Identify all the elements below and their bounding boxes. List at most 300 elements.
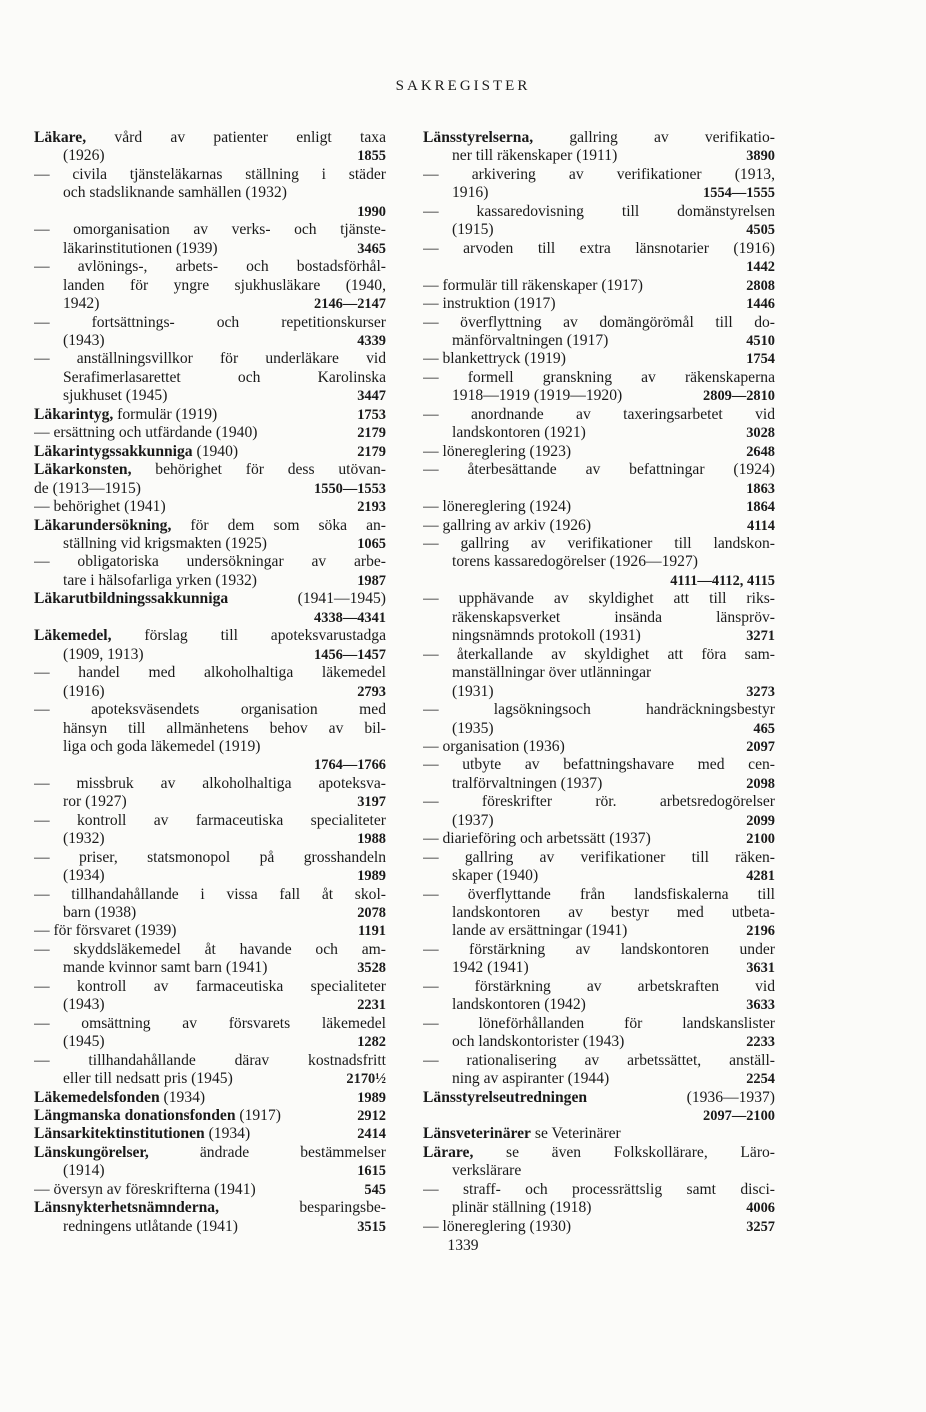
index-line xyxy=(423,922,775,940)
index-text xyxy=(423,461,775,479)
index-line xyxy=(34,959,386,977)
index-line xyxy=(423,572,775,590)
index-text xyxy=(63,867,105,885)
index-entry-text: (1915) xyxy=(452,221,494,239)
index-line xyxy=(34,590,386,608)
index-entry-text: tare i hälsofarliga yrken (1932) xyxy=(63,571,257,589)
index-line xyxy=(34,258,386,276)
index-entry-text: ning av aspiranter (1944) xyxy=(452,1070,610,1088)
index-line xyxy=(34,184,386,202)
index-entry-text: — kontroll av farmaceutiska specialiteter xyxy=(34,811,386,829)
index-line xyxy=(423,1089,775,1107)
index-line xyxy=(423,904,775,922)
index-text xyxy=(34,314,386,332)
index-entry-text: — formulär till räkenskaper (1917) xyxy=(423,276,643,294)
index-entry-text: se Veterinärer xyxy=(530,1125,621,1143)
index-text xyxy=(63,387,167,405)
index-entry-text: (1941—1945) xyxy=(228,590,386,608)
index-entry-text: behörighet för dess utövan- xyxy=(131,461,386,479)
index-entry-text: formulär (1919) xyxy=(113,405,218,423)
index-text xyxy=(423,203,775,221)
index-page-ref: 3447 xyxy=(357,388,386,405)
index-page-ref: 2193 xyxy=(357,499,386,516)
index-page-ref: 4111—4112, 4115 xyxy=(670,572,775,589)
index-line xyxy=(34,147,386,165)
index-page-ref: 3633 xyxy=(746,997,775,1014)
index-entry-text: — omorganisation av verks- och tjänste- xyxy=(34,221,386,239)
index-text xyxy=(63,683,105,701)
index-entry-text: — anställningsvillkor för underläkare vid xyxy=(34,350,386,368)
index-text xyxy=(452,775,602,793)
index-text xyxy=(63,830,105,848)
index-text xyxy=(34,1144,386,1162)
index-text xyxy=(34,775,386,793)
index-page-ref: 2146—2147 xyxy=(314,296,386,313)
index-line xyxy=(423,443,775,461)
index-text xyxy=(423,369,775,387)
index-headword: Länsarkitektinstitutionen xyxy=(34,1125,205,1143)
index-entry-text: eller till nedsatt pris (1945) xyxy=(63,1070,233,1088)
index-line xyxy=(423,1070,775,1088)
index-entry-text: mande kvinnor samt barn (1941) xyxy=(63,959,268,977)
index-text xyxy=(63,904,136,922)
index-entry-text: (1914) xyxy=(63,1162,105,1180)
index-headword: Läkarundersökning, xyxy=(34,516,172,534)
index-page-ref: 1987 xyxy=(357,572,386,589)
index-text xyxy=(34,1199,386,1217)
index-line xyxy=(34,350,386,368)
index-entry-text: tralförvaltningen (1937) xyxy=(452,774,603,792)
index-headword: Lärare, xyxy=(423,1143,474,1161)
index-page-ref: 2099 xyxy=(746,812,775,829)
index-entry-text: — återkallande av skyldighet att föra sam- xyxy=(423,645,775,663)
index-entry-text: verkslärare xyxy=(452,1162,522,1180)
index-line xyxy=(34,701,386,719)
index-entry-text: — löneförhållanden för landskanslister xyxy=(423,1014,775,1032)
index-page-ref: 3271 xyxy=(746,628,775,645)
index-entry-text: — civila tjänsteläkarnas ställning i städer xyxy=(34,165,386,183)
index-line xyxy=(423,1107,775,1125)
index-line xyxy=(423,701,775,719)
index-text xyxy=(423,978,775,996)
index-entry-text: — straff- och processrättslig samt disci- xyxy=(423,1180,775,1198)
index-text xyxy=(63,572,257,590)
index-line xyxy=(423,978,775,996)
index-entry-text: landskontoren (1921) xyxy=(452,424,586,442)
index-line xyxy=(423,646,775,664)
index-text xyxy=(423,646,775,664)
index-text xyxy=(34,350,386,368)
index-line xyxy=(423,553,775,571)
index-text xyxy=(423,1052,775,1070)
index-page-ref: 2100 xyxy=(746,831,775,848)
index-entry-text: (1916) xyxy=(63,682,105,700)
index-entry-text: och landskontorister (1943) xyxy=(452,1033,625,1051)
index-page-ref: 1989 xyxy=(357,1089,386,1106)
index-line xyxy=(423,867,775,885)
index-headword: Läkarutbildningssakkunniga xyxy=(34,590,229,608)
index-text xyxy=(452,1070,609,1088)
index-line xyxy=(34,424,386,442)
index-entry-text: — överflyttning av domängörömål till do- xyxy=(423,313,775,331)
index-entry-text: — obligatoriska undersökningar av arbe- xyxy=(34,553,386,571)
index-column-right xyxy=(423,129,775,1236)
index-entry-text: — utbyte av befattningshavare med cen- xyxy=(423,756,775,774)
index-line xyxy=(423,738,775,756)
index-line xyxy=(423,886,775,904)
index-entry-text: (1934) xyxy=(159,1088,206,1106)
index-entry-text: ställning vid krigsmakten (1925) xyxy=(63,534,267,552)
index-text xyxy=(452,627,641,645)
index-entry-text: skaper (1940) xyxy=(452,867,539,885)
index-line xyxy=(34,1015,386,1033)
index-headword: Länsveterinärer xyxy=(423,1125,531,1143)
index-text xyxy=(34,701,386,719)
index-entry-text: — priser, statsmonopol på grosshandeln xyxy=(34,848,386,866)
index-page-ref: 1554—1555 xyxy=(703,185,775,202)
index-text xyxy=(34,461,386,479)
index-text xyxy=(63,959,267,977)
index-entry-text: (1935) xyxy=(452,719,494,737)
index-line xyxy=(423,314,775,332)
index-page-ref: 465 xyxy=(753,720,775,737)
index-text xyxy=(452,867,538,885)
index-page-ref: 2097—2100 xyxy=(703,1108,775,1125)
index-text xyxy=(63,147,105,165)
index-headword: Länskungörelser, xyxy=(34,1143,149,1161)
index-line xyxy=(423,332,775,350)
index-text xyxy=(34,258,386,276)
index-text xyxy=(452,553,698,571)
index-entry-text: liga och goda läkemedel (1919) xyxy=(63,737,261,755)
index-line xyxy=(423,1033,775,1051)
index-line xyxy=(34,849,386,867)
index-entry-text: 1916) xyxy=(452,184,489,202)
index-page-ref: 2254 xyxy=(746,1071,775,1088)
index-text xyxy=(63,332,105,350)
index-text xyxy=(63,295,99,313)
index-entry-text: — ersättning och utfärdande (1940) xyxy=(34,424,258,442)
index-text xyxy=(452,922,627,940)
index-text xyxy=(452,904,775,922)
index-page-ref: 2809—2810 xyxy=(703,388,775,405)
index-text xyxy=(423,1144,775,1162)
index-page-ref: 1989 xyxy=(357,868,386,885)
index-headword: Läkarintyg, xyxy=(34,405,114,423)
index-entry-text: — formell granskning av räkenskaperna xyxy=(423,368,775,386)
index-entry-text: — gallring av verifikationer till räken- xyxy=(423,848,775,866)
index-page-ref: 1753 xyxy=(357,406,386,423)
index-page-ref: 2078 xyxy=(357,905,386,922)
index-text xyxy=(452,424,586,442)
index-text xyxy=(63,535,267,553)
index-line xyxy=(34,664,386,682)
index-line xyxy=(423,793,775,811)
index-line xyxy=(423,240,775,258)
index-line xyxy=(423,350,775,368)
index-headword: Läkemedel, xyxy=(34,627,112,645)
index-entry-text: — förstärkning av landskontoren under xyxy=(423,940,775,958)
index-line xyxy=(34,683,386,701)
index-entry-text: torens kassaredogörelser (1926—1927) xyxy=(452,553,698,571)
index-line xyxy=(34,996,386,1014)
index-page-ref: 1456—1457 xyxy=(314,646,386,663)
index-line xyxy=(34,535,386,553)
index-headword: Läkemedelsfonden xyxy=(34,1088,160,1106)
index-text xyxy=(423,1089,775,1107)
index-text xyxy=(452,720,494,738)
index-headword: Läkarkonsten, xyxy=(34,461,132,479)
index-entry-text: — tillhandahållande i vissa fall åt skol- xyxy=(34,885,386,903)
index-line xyxy=(34,203,386,221)
index-entry-text: manställningar över utlänningar xyxy=(452,664,652,682)
index-line xyxy=(34,1181,386,1199)
index-entry-text: ner till räkenskaper (1911) xyxy=(452,147,618,165)
index-line xyxy=(34,1107,386,1125)
index-page-ref: 1550—1553 xyxy=(314,480,386,497)
index-line xyxy=(423,609,775,627)
index-text xyxy=(34,1052,386,1070)
index-page-ref: 4281 xyxy=(746,868,775,885)
index-line xyxy=(423,406,775,424)
index-text xyxy=(63,996,105,1014)
index-line xyxy=(423,129,775,147)
index-line xyxy=(423,424,775,442)
index-line xyxy=(423,498,775,516)
index-entry-text: — behörighet (1941) xyxy=(34,498,166,516)
index-line xyxy=(34,793,386,811)
index-text xyxy=(423,406,775,424)
index-text xyxy=(34,1089,205,1107)
index-entry-text: — översyn av föreskrifterna (1941) xyxy=(34,1180,256,1198)
index-line xyxy=(34,978,386,996)
index-line xyxy=(423,535,775,553)
index-line xyxy=(423,221,775,239)
index-entry-text: (1931) xyxy=(452,682,494,700)
index-text xyxy=(34,498,166,516)
index-line xyxy=(423,1218,775,1236)
index-line xyxy=(34,1125,386,1143)
index-text xyxy=(423,498,571,516)
index-entry-text: (1943) xyxy=(63,996,105,1014)
index-entry-text: (1934) xyxy=(204,1125,251,1143)
index-text xyxy=(423,314,775,332)
index-line xyxy=(34,867,386,885)
index-line xyxy=(423,775,775,793)
index-text xyxy=(452,664,651,682)
index-text xyxy=(423,738,565,756)
index-line xyxy=(34,498,386,516)
index-entry-text: lande av ersättningar (1941) xyxy=(452,922,628,940)
index-page-ref: 2414 xyxy=(357,1126,386,1143)
index-entry-text: ningsnämnds protokoll (1931) xyxy=(452,627,641,645)
index-text xyxy=(34,221,386,239)
index-entry-text: (1926) xyxy=(63,147,105,165)
index-entry-text: räkenskapsverket insända länspröv- xyxy=(452,608,775,626)
index-page-ref: 1863 xyxy=(746,480,775,497)
index-text xyxy=(34,941,386,959)
index-line xyxy=(423,277,775,295)
index-entry-text: redningens utlåtande (1941) xyxy=(63,1217,238,1235)
index-text xyxy=(34,664,386,682)
index-line xyxy=(423,1015,775,1033)
index-text xyxy=(63,720,386,738)
index-entry-text: — gallring av arkiv (1926) xyxy=(423,516,592,534)
index-entry-text: — apoteksväsendets organisation med xyxy=(34,701,386,719)
index-page-ref: 1282 xyxy=(357,1034,386,1051)
index-line xyxy=(423,480,775,498)
index-entry-text: — avlönings-, arbets- och bostadsförhål- xyxy=(34,258,386,276)
index-text xyxy=(452,812,494,830)
index-page-ref: 4505 xyxy=(746,222,775,239)
index-entry-text: — upphävande av skyldighet att till riks- xyxy=(423,590,775,608)
index-text xyxy=(452,332,608,350)
index-headword: Läkare, xyxy=(34,129,87,146)
index-text xyxy=(423,277,643,295)
index-text xyxy=(423,295,556,313)
index-page-ref: 2098 xyxy=(746,775,775,792)
index-entry-text: — missbruk av alkoholhaltiga apoteksva- xyxy=(34,774,386,792)
index-entry-text: (1945) xyxy=(63,1033,105,1051)
index-text xyxy=(34,406,217,424)
index-entry-text: ror (1927) xyxy=(63,793,127,811)
index-line xyxy=(423,295,775,313)
index-line xyxy=(34,720,386,738)
index-text xyxy=(34,1107,281,1125)
index-entry-text: de (1913—1915) xyxy=(34,479,141,497)
index-text xyxy=(34,1015,386,1033)
index-entry-text: — gallring av verifikationer till landskon- xyxy=(423,534,775,552)
index-line xyxy=(34,517,386,535)
index-page-ref: 1191 xyxy=(358,923,386,940)
index-line xyxy=(423,812,775,830)
index-line xyxy=(34,904,386,922)
index-line xyxy=(34,314,386,332)
index-line xyxy=(423,683,775,701)
index-line xyxy=(34,1089,386,1107)
index-entry-text: vård av patienter enligt taxa xyxy=(86,129,386,146)
index-entry-text: Serafimerlasarettet och Karolinska xyxy=(63,368,386,386)
index-page-ref: 2196 xyxy=(746,923,775,940)
index-page-ref: 3028 xyxy=(746,425,775,442)
index-line xyxy=(34,443,386,461)
index-line xyxy=(34,240,386,258)
index-line xyxy=(34,646,386,664)
index-entry-text: — anordnande av taxeringsarbetet vid xyxy=(423,405,775,423)
index-line xyxy=(423,166,775,184)
index-line xyxy=(34,387,386,405)
index-line xyxy=(34,609,386,627)
index-page-ref: 2233 xyxy=(746,1034,775,1051)
index-line xyxy=(34,1052,386,1070)
index-line xyxy=(423,664,775,682)
index-text xyxy=(423,350,566,368)
index-page-ref: 1855 xyxy=(357,148,386,165)
index-page-ref: 1864 xyxy=(746,499,775,516)
index-page-ref: 3631 xyxy=(746,960,775,977)
index-page-ref: 2179 xyxy=(357,443,386,460)
index-text xyxy=(452,996,586,1014)
index-line xyxy=(34,572,386,590)
index-entry-text: besparingsbe- xyxy=(219,1199,386,1217)
index-text xyxy=(34,166,386,184)
index-page-ref: 4339 xyxy=(357,332,386,349)
index-page-ref: 4114 xyxy=(747,517,775,534)
index-text xyxy=(63,646,144,664)
index-entry-text: — blankettryck (1919) xyxy=(423,350,566,368)
index-entry-text: — förstärkning av arbetskraften vid xyxy=(423,977,775,995)
index-line xyxy=(34,812,386,830)
index-entry-text: — lönereglering (1924) xyxy=(423,498,572,516)
index-line xyxy=(423,830,775,848)
index-page-ref: 545 xyxy=(364,1181,386,1198)
index-page-ref: 3197 xyxy=(357,794,386,811)
index-line xyxy=(34,1162,386,1180)
index-entry-text: se även Folkskollärare, Läro- xyxy=(473,1143,775,1161)
index-text xyxy=(63,1033,105,1051)
index-entry-text: — kassaredovisning till domänstyrelsen xyxy=(423,202,775,220)
index-entry-text: — fortsättnings- och repetitionskurser xyxy=(34,313,386,331)
index-entry-text: (1943) xyxy=(63,331,105,349)
index-line xyxy=(34,129,386,147)
index-line xyxy=(423,203,775,221)
index-page-ref: 3515 xyxy=(357,1218,386,1235)
index-entry-text: gallring av verifikatio- xyxy=(533,129,775,146)
index-line xyxy=(423,517,775,535)
index-text xyxy=(423,756,775,774)
index-page-ref: 1754 xyxy=(746,351,775,368)
index-page-ref: 4006 xyxy=(746,1200,775,1217)
index-line xyxy=(34,830,386,848)
index-text xyxy=(63,369,386,387)
index-line xyxy=(34,886,386,904)
index-line xyxy=(423,184,775,202)
index-headword: Längmanska donationsfonden xyxy=(34,1107,236,1125)
index-entry-text: (1936—1937) xyxy=(587,1088,775,1106)
index-column-left xyxy=(34,129,386,1236)
index-line xyxy=(34,332,386,350)
index-text xyxy=(63,1218,238,1236)
index-entry-text: mänförvaltningen (1917) xyxy=(452,331,609,349)
index-line xyxy=(34,941,386,959)
index-text xyxy=(452,683,494,701)
index-line xyxy=(34,775,386,793)
index-line xyxy=(34,738,386,756)
index-text xyxy=(423,849,775,867)
index-line xyxy=(423,1181,775,1199)
index-text xyxy=(34,886,386,904)
index-headword: Läkarintygssakkunniga xyxy=(34,442,193,460)
index-line xyxy=(423,627,775,645)
index-entry-text: — skyddsläkemedel åt havande och am- xyxy=(34,940,386,958)
index-line xyxy=(423,941,775,959)
index-line xyxy=(423,387,775,405)
index-text xyxy=(423,701,775,719)
index-text xyxy=(423,941,775,959)
index-entry-text: — lönereglering (1930) xyxy=(423,1217,572,1235)
index-entry-text: hänsyn till allmänhetens behov av bil- xyxy=(63,719,386,737)
index-text xyxy=(34,480,141,498)
index-line xyxy=(34,295,386,313)
index-page-ref: 2170½ xyxy=(346,1071,386,1088)
index-entry-text: landskontoren (1942) xyxy=(452,996,586,1014)
index-text xyxy=(34,129,386,147)
index-entry-text: — arvoden till extra länsnotarier (1916) xyxy=(423,239,775,257)
index-entry-text: — för försvaret (1939) xyxy=(34,922,177,940)
index-text xyxy=(452,1199,591,1217)
index-text xyxy=(423,1015,775,1033)
index-line xyxy=(34,1199,386,1217)
